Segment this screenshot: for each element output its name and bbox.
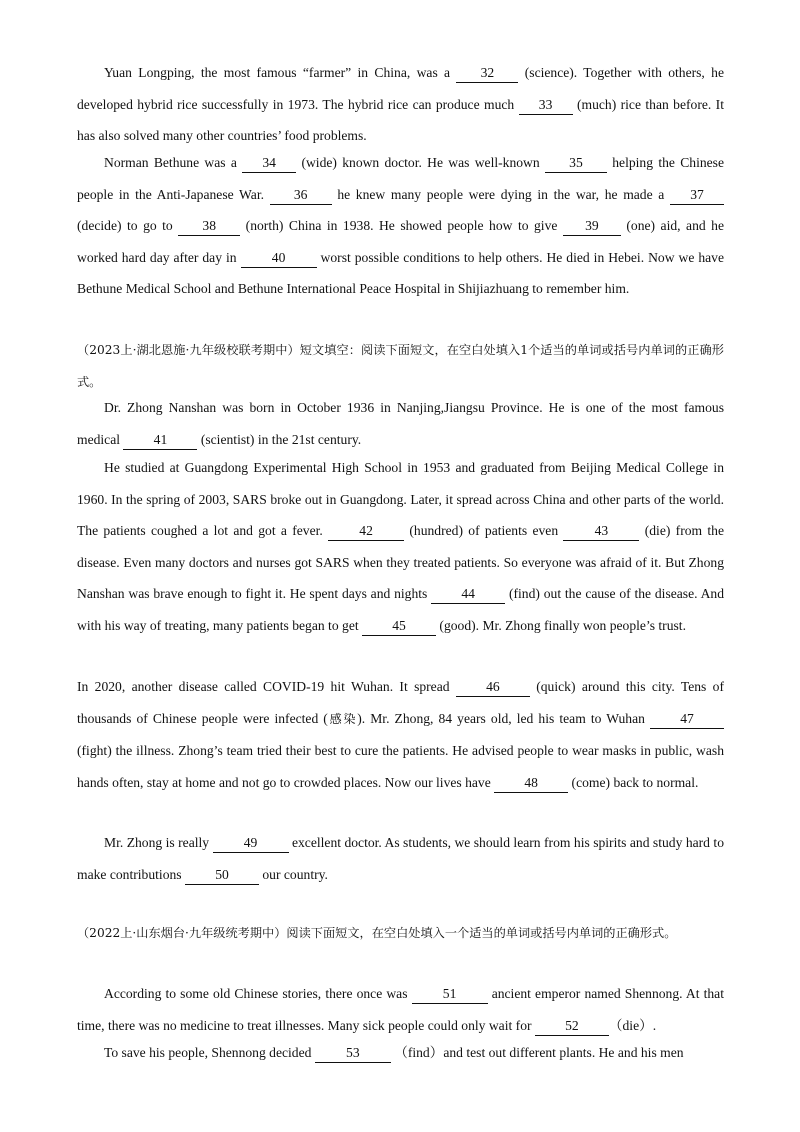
blank-35[interactable]: 35 bbox=[545, 154, 607, 173]
blank-33[interactable]: 33 bbox=[519, 96, 573, 115]
blank-51[interactable]: 51 bbox=[412, 985, 488, 1004]
paragraph-zhong-conclusion: Mr. Zhong is really 49 excellent doctor. As students, we should learn from his spirits and study hard to make contributions 50 our country. bbox=[77, 827, 724, 890]
blank-50[interactable]: 50 bbox=[185, 866, 259, 885]
paragraph-zhong-sars: He studied at Guangdong Experimental High School in 1953 and graduated from Beijing Medical College in 1960. In the spring of 2003, SARS broke out in Guangdong. Later, it spread across China and other parts of the world. The patients coughed a lot and got a fever. 42 (hundred) of patients even 43 (die) from the disease. Even many doctors and nurses got SARS when they treated patients. So everyone was afraid of it. But Zhong Nanshan was brave enough to fight it. He spent days and nights 44 (find) out the cause of the disease. And with his way of treating, many patients began to get 45 (good). Mr. Zhong finally won people’s trust. bbox=[77, 452, 724, 642]
chinese-gloss: 感染 bbox=[327, 711, 358, 726]
paragraph-zhong-intro: Dr. Zhong Nanshan was born in October 1936 in Nanjing,Jiangsu Province. He is one of the most famous medical 41 (scientist) in the 21st century. bbox=[77, 392, 724, 455]
blank-40[interactable]: 40 bbox=[241, 249, 317, 268]
blank-46[interactable]: 46 bbox=[456, 678, 530, 697]
blank-41[interactable]: 41 bbox=[123, 431, 197, 450]
blank-47[interactable]: 47 bbox=[650, 710, 724, 729]
paragraph-zhong-covid: In 2020, another disease called COVID-19 hit Wuhan. It spread 46 (quick) around this city. Tens of thousands of Chinese people were infected (感染). Mr. Zhong, 84 years old, led his team to Wuhan 47 (fight) the illness. Zhong’s team tried their best to cure the patients. He advised people to wear masks in public, wash hands often, stay at home and not go to crowded places. Now our lives have 48 (come) back to normal. bbox=[77, 671, 724, 798]
blank-34[interactable]: 34 bbox=[242, 154, 296, 173]
blank-48[interactable]: 48 bbox=[494, 774, 568, 793]
paragraph-yuan-longping: Yuan Longping, the most famous “farmer” in China, was a 32 (science). Together with others, he developed hybrid rice successfully in 1973. The hybrid rice can produce much 33 (much) rice than before. It has also solved many other countries’ food problems. bbox=[77, 65, 724, 144]
blank-32[interactable]: 32 bbox=[456, 64, 518, 83]
section-heading-2023-hubei: （2023上·湖北恩施·九年级校联考期中）短文填空：阅读下面短文，在空白处填入1个适当的单词或括号内单词的正确形式。 bbox=[77, 343, 724, 389]
blank-38[interactable]: 38 bbox=[178, 217, 240, 236]
paragraph-shennong-intro: According to some old Chinese stories, there once was 51 ancient emperor named Shennong. At that time, there was no medicine to treat illnesses. Many sick people could only wait for 52 （die）. bbox=[77, 978, 724, 1041]
blank-52[interactable]: 52 bbox=[535, 1017, 609, 1036]
blank-43[interactable]: 43 bbox=[563, 522, 639, 541]
paragraph-shennong-plants: To save his people, Shennong decided 53 （find）and test out different plants. He and his men bbox=[77, 1037, 724, 1069]
blank-44[interactable]: 44 bbox=[431, 585, 505, 604]
blank-36[interactable]: 36 bbox=[270, 186, 332, 205]
blank-45[interactable]: 45 bbox=[362, 617, 436, 636]
blank-42[interactable]: 42 bbox=[328, 522, 404, 541]
blank-39[interactable]: 39 bbox=[563, 217, 621, 236]
blank-49[interactable]: 49 bbox=[213, 834, 289, 853]
blank-37[interactable]: 37 bbox=[670, 186, 724, 205]
blank-53[interactable]: 53 bbox=[315, 1044, 391, 1063]
section-heading-2022-shandong: （2022上·山东烟台·九年级统考期中）阅读下面短文，在空白处填入一个适当的单词或括号内单词的正确形式。 bbox=[77, 926, 677, 940]
paragraph-norman-bethune: Norman Bethune was a 34 (wide) known doctor. He was well-known 35 helping the Chinese people in the Anti-Japanese War. 36 he knew many people were dying in the war, he made a 37 (decide) to go to 38 (north) China in 1938. He showed people how to give 39 (one) aid, and he worked hard day after day in 40 worst possible conditions to help others. He died in Hebei. Now we have Bethune Medical School and Bethune International Peace Hospital in Shijiazhuang to remember him. bbox=[77, 155, 725, 297]
